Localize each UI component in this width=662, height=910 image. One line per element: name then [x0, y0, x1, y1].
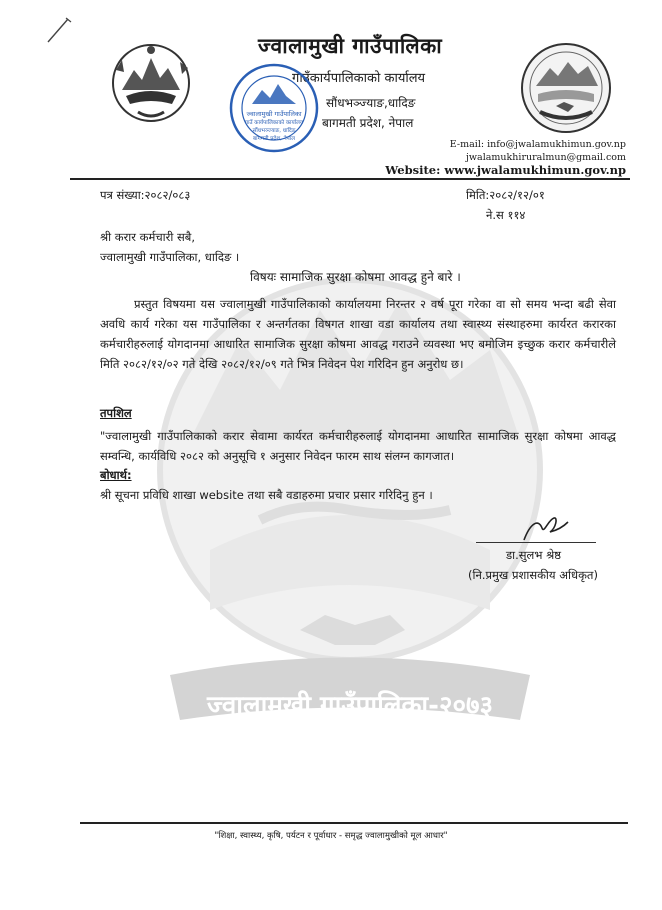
dispatch-number: ने.स ११४ [486, 208, 526, 222]
reference-number: पत्र संख्या:२०८२/०८३ [100, 188, 191, 202]
contact-block [385, 138, 626, 177]
signer-title: (नि.प्रमुख प्रशासकीय अधिकृत) [468, 568, 598, 582]
office-name: गाउँकार्यपालिकाको कार्यालय [292, 71, 426, 86]
watermark-text: ज्वालामुखी गाउँपालिका-२०७३ [206, 691, 494, 721]
tapshil-heading: तपशिल [100, 406, 132, 420]
org-name: ज्वालामुखी गाउँपालिका [258, 34, 443, 58]
email-primary: E-mail: info@jwalamukhimun.gov.np [449, 139, 626, 150]
letter-date: मिति:२०८२/१२/०१ [466, 188, 545, 202]
email-secondary: jwalamukhiruralmun@gmail.com [465, 152, 626, 163]
footer-divider [80, 822, 628, 824]
website: Website: www.jwalamukhimun.gov.np [385, 163, 626, 177]
stamp-line-2: गाउँ कार्यपालिकाको कार्यालय [244, 120, 304, 126]
body-paragraph: प्रस्तुत विषयमा यस ज्वालामुखी गाउँपालिकाको कार्यालयमा निरन्तर २ वर्ष पूरा गरेका वा सो समय भन्दा बढी सेवा अवधि कार्य गरेका यस गाउँपालिका र अन्तर्गतका विषगत शाखा वडा कार्यालय तथा स्वास्थ्य संस्थाहरुमा कार्यरत करारका कर्मचारीहरुलाई योगदानमा आधारित सामाजिक सुरक्षा कोषमा आवद्ध गराउने व्यवस्था भए बमोजिम इच्छुक करार कर्मचारीले मिति २०८२/१२/०२ गते देखि २०८२/१२/०९ गते भित्र निवेदन पेश गरिदिन हुन अनुरोध छ। [100, 297, 616, 371]
stamp-line-3: सौंधभञ्ज्याङ, धादिङ [252, 128, 296, 134]
stamp-line-1: ज्वालामुखी गाउँपालिका [246, 110, 302, 118]
nepal-emblem-icon [108, 40, 194, 126]
office-address: सौंधभञ्ज्याङ,धादिङ [326, 96, 416, 110]
signature-mark [520, 514, 570, 544]
municipality-seal-icon [518, 40, 614, 136]
annex-text: "ज्वालामुखी गाउँपालिकाको करार सेवामा कार्यरत कर्मचारीहरुलाई योगदानमा आधारित सामाजिक सुरक्षा कोषमा आवद्ध सम्वन्धि, कार्यविधि २०८२ को अनुसूचि १ अनुसार निवेदन फारम साथ संलग्न कागजात। [100, 429, 616, 463]
signer-name: डा.सुलभ श्रेष्ठ [506, 548, 562, 562]
footer-motto: "शिक्षा, स्वास्थ्य, कृषि, पर्यटन र पूर्वाधार - समृद्ध ज्वालामुखीको मूल आधार" [214, 831, 448, 841]
pen-mark-icon [44, 16, 74, 44]
recipient-line-2: ज्वालामुखी गाउँपालिका, धादिङ । [100, 250, 240, 264]
signature-line [476, 542, 596, 543]
header-divider [70, 178, 630, 180]
bodharth-heading: बोधार्थ: [100, 468, 132, 482]
office-province: बागमती प्रदेश, नेपाल [322, 116, 414, 130]
office-stamp [228, 62, 320, 154]
subject-line: विषयः सामाजिक सुरक्षा कोषमा आवद्ध हुने बारे । [250, 270, 461, 284]
cc-text: श्री सूचना प्रविधि शाखा website तथा सबै वडाहरुमा प्रचार प्रसार गरिदिनु हुन । [100, 488, 433, 502]
recipient-line-1: श्री करार कर्मचारी सबै, [100, 230, 195, 244]
stamp-line-4: बागमती प्रदेश, नेपाल [253, 136, 295, 142]
